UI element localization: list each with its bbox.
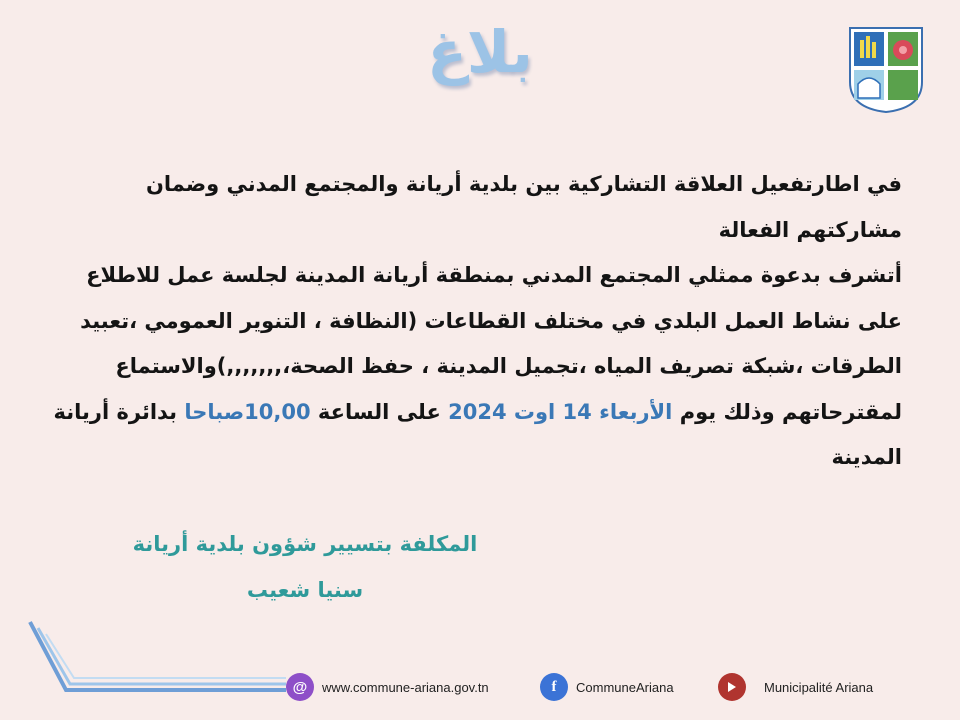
- meeting-time: 10,00صباحا: [184, 399, 311, 424]
- municipality-logo: [848, 26, 924, 114]
- page-title: بلاغ: [427, 18, 533, 86]
- facebook-icon: f: [540, 673, 568, 701]
- notice-invitation-text: أتشرف بدعوة ممثلي المجتمع المدني بمنطقة أريانة المدينة لجلسة عمل للاطلاع على نشاط العمل البلدي في مختلف القطاعات (النظافة ، التنوير العمومي ،تعبيد الطرقات ،شبكة تصريف المياه ،تجميل المدينة ، حفظ الصحة،,,,,,,,)والاستماع لمقترحاتهم وذلك يوم: [80, 263, 902, 424]
- footer-facebook[interactable]: [540, 672, 674, 702]
- meeting-location: بدائرة أريانة المدينة: [53, 399, 902, 469]
- footer-bar: [0, 672, 960, 702]
- footer-website[interactable]: [286, 672, 489, 702]
- at-sign-icon: @: [286, 673, 314, 701]
- footer-youtube[interactable]: [718, 672, 873, 702]
- youtube-link[interactable]: Municipalité Ariana: [764, 679, 874, 695]
- website-link[interactable]: www.commune-ariana.gov.tn: [322, 679, 489, 695]
- notice-paragraph-1: في اطارتفعيل العلاقة التشاركية بين بلدية أريانة والمجتمع المدني وضمان مشاركتهم الفعالة: [145, 172, 902, 242]
- play-icon: [718, 673, 746, 701]
- notice-time-prefix: على الساعة: [310, 399, 449, 424]
- notice-paragraph-2: [40, 253, 902, 481]
- signature-name: سنيا شعيب: [246, 578, 364, 602]
- notice-body: [40, 162, 902, 481]
- meeting-date: الأربعاء 14 اوت 2024: [448, 399, 673, 424]
- facebook-link[interactable]: CommuneAriana: [576, 679, 674, 695]
- signature-role: المكلفة بتسيير شؤون بلدية أريانة: [132, 532, 478, 556]
